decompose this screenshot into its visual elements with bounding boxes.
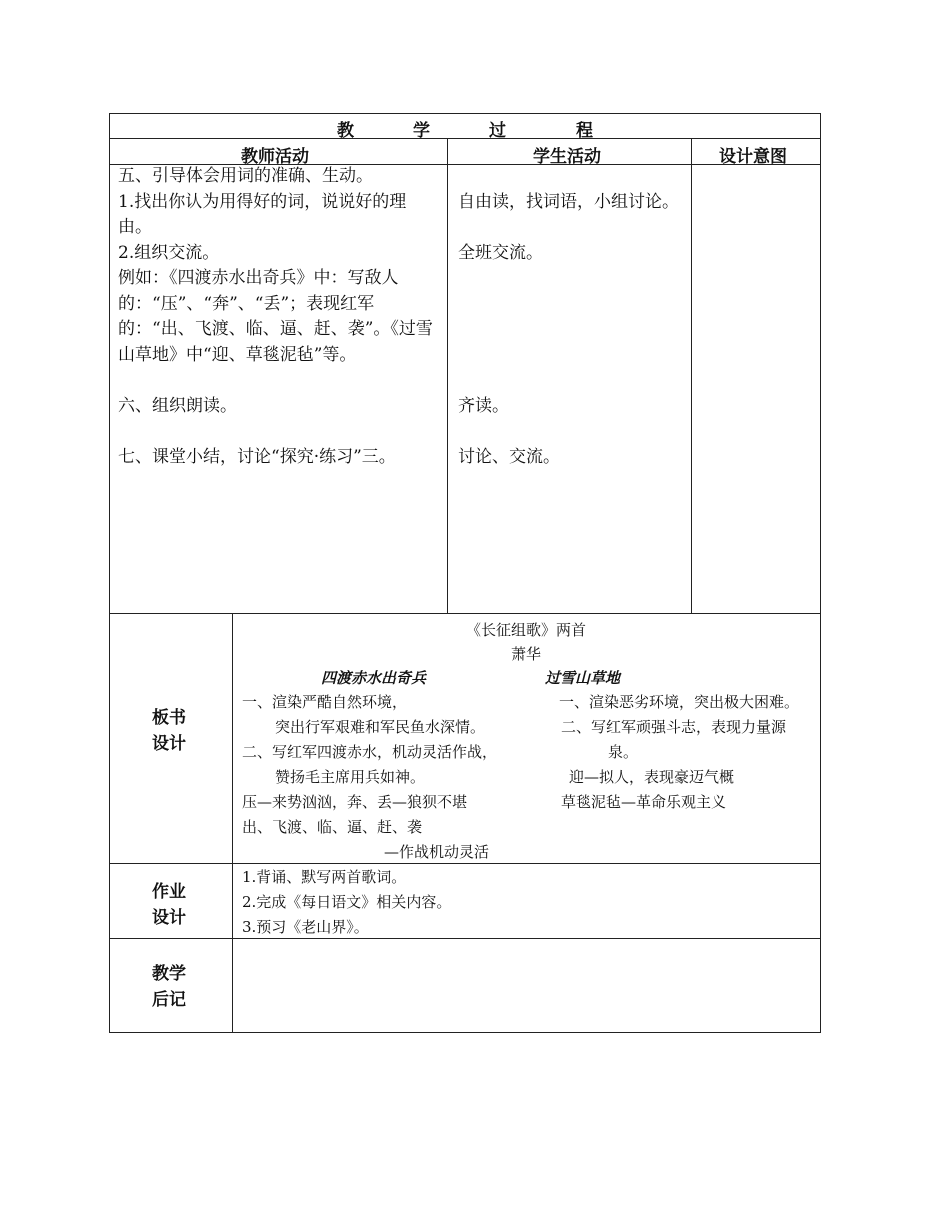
board-left-line: 赞扬毛主席用兵如神。 <box>275 768 426 786</box>
homework-line: 1.背诵、默写两首歌词。 <box>242 868 407 886</box>
title-char-2: 学 <box>413 121 430 141</box>
student-blank-line <box>458 419 679 445</box>
board-right-line: 迎—拟人，表现豪迈气概 <box>569 768 735 786</box>
board-title: 《长征组歌》两首 <box>466 621 587 639</box>
student-line: 齐读。 <box>458 395 509 416</box>
board-left-line: 突出行军艰难和军民鱼水深情。 <box>275 718 486 736</box>
teacher-line: 例如：《四渡赤水出奇兵》中：写敌人 <box>118 268 399 288</box>
teacher-line: 五、引导体会用词的准确、生动。 <box>118 166 373 186</box>
board-left-line: 出、飞渡、临、逼、赶、袭 <box>242 818 423 836</box>
teacher-line: 山草地》中“迎、草毯泥毡”等。 <box>118 344 357 365</box>
teacher-blank-line <box>118 419 433 445</box>
student-line: 讨论、交流。 <box>458 446 560 467</box>
rule-process <box>109 613 821 614</box>
board-label-line1: 板书 <box>152 708 186 728</box>
title-char-1: 教 <box>337 121 354 141</box>
student-activity-text <box>458 164 679 470</box>
board-left-line: 一、渲染严酷自然环境， <box>242 693 408 711</box>
afterword-label-line2: 后记 <box>152 990 186 1010</box>
homework-line: 2.完成《每日语文》相关内容。 <box>242 893 452 911</box>
rule-title <box>109 138 821 139</box>
student-blank-line <box>458 343 679 369</box>
header-student-activity: 学生活动 <box>533 147 601 167</box>
header-design-intent: 设计意图 <box>719 147 787 167</box>
board-right-line: 泉。 <box>608 743 639 761</box>
board-right-line: 二、写红军顽强斗志，表现力量源 <box>561 718 787 736</box>
student-line: 自由读，找词语，小组讨论。 <box>458 191 679 212</box>
board-left-line: 二、写红军四渡赤水，机动灵活作战， <box>242 743 498 761</box>
student-line: 全班交流。 <box>458 242 543 263</box>
teacher-line: 六、组织朗读。 <box>118 395 237 416</box>
teacher-line: 的：“出、飞渡、临、逼、赶、袭”。《过雪 <box>118 319 433 339</box>
rule-col-student <box>447 138 448 614</box>
student-blank-line <box>458 368 679 394</box>
homework-line: 3.预习《老山界》。 <box>242 918 369 936</box>
rule-col-design <box>691 138 692 614</box>
board-label-line2: 设计 <box>152 734 186 754</box>
board-left-line: 压—来势汹汹，奔、丢—狼狈不堪 <box>242 793 468 811</box>
header-teacher-activity: 教师活动 <box>241 147 309 167</box>
rule-board <box>109 863 821 864</box>
table-border-left <box>109 113 110 1033</box>
afterword-label-line1: 教学 <box>152 964 186 984</box>
teacher-line: 由。 <box>118 217 152 237</box>
table-border-right <box>820 113 821 1033</box>
teacher-line: 的：“压”、“奔”、“丢”；表现红军 <box>118 293 375 314</box>
student-blank-line <box>458 215 679 241</box>
teacher-line: 七、课堂小结，讨论“探究·练习”三。 <box>118 446 396 467</box>
title-char-4: 程 <box>576 121 593 141</box>
student-blank-line <box>458 292 679 318</box>
teacher-line: 2.组织交流。 <box>118 242 220 263</box>
afterword-content-cell[interactable] <box>233 939 820 1032</box>
board-right-line: 一、渲染恶劣环境，突出极大困难。 <box>559 693 800 711</box>
board-right-line: 草毯泥毡—革命乐观主义 <box>561 793 727 811</box>
board-author: 萧华 <box>511 645 542 663</box>
student-blank-line <box>458 317 679 343</box>
board-left-heading: 四渡赤水出奇兵 <box>321 669 427 687</box>
homework-label-line2: 设计 <box>152 908 186 928</box>
board-right-heading: 过雪山草地 <box>545 669 621 687</box>
student-blank-line <box>458 164 679 190</box>
teacher-activity-text <box>118 164 433 470</box>
board-left-line: —作战机动灵活 <box>384 843 490 861</box>
teacher-line: 1.找出你认为用得好的词，说说好的理 <box>118 191 407 212</box>
teacher-blank-line <box>118 368 433 394</box>
table-border-top <box>109 113 821 114</box>
lesson-plan-table <box>109 113 821 1033</box>
title-char-3: 过 <box>489 121 506 141</box>
table-border-bottom <box>109 1032 821 1033</box>
homework-label-line1: 作业 <box>152 882 186 902</box>
student-blank-line <box>458 266 679 292</box>
